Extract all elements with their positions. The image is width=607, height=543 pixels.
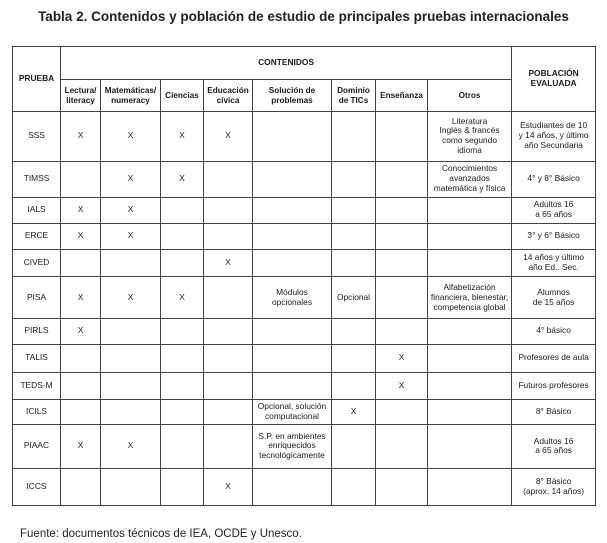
cell-line: 14 años y último	[523, 252, 585, 263]
cell-line: Adultos 16	[533, 435, 574, 446]
table-row	[13, 425, 596, 468]
cell-ciencias	[161, 425, 204, 468]
test-name-cell: IALS	[13, 197, 61, 223]
cell-matematicas	[101, 425, 161, 468]
cell-ciencias	[161, 197, 204, 223]
cell-line: Otros	[458, 90, 481, 100]
cell-otros	[428, 197, 512, 223]
column-header-ensenanza	[376, 80, 428, 112]
cell-solucion-problemas	[253, 249, 332, 277]
cell-solucion-problemas	[253, 197, 332, 223]
check-mark: X	[127, 173, 134, 184]
cell-line: (aprox. 14 años)	[523, 485, 585, 496]
cell-line: tecnológicamente	[259, 450, 325, 461]
cell-matematicas	[101, 372, 161, 400]
test-name-cell: SSS	[13, 112, 61, 162]
cell-educacion-civica	[204, 468, 253, 505]
cell-line: matemática y física	[433, 183, 506, 194]
cell-ensenanza	[376, 277, 428, 318]
cell-educacion-civica	[204, 277, 253, 318]
cell-matematicas	[101, 249, 161, 277]
cell-lectura	[61, 277, 101, 318]
population-cell	[512, 112, 596, 162]
check-mark: X	[179, 291, 185, 302]
column-header-otros	[428, 80, 512, 112]
cell-line: S.P. en ambientes	[258, 430, 326, 441]
cell-otros	[428, 425, 512, 468]
header-poblacion-line-2: EVALUADA	[530, 78, 577, 88]
population-cell	[512, 344, 596, 372]
cell-line: Adultos 16	[533, 199, 574, 210]
cell-educacion-civica	[204, 223, 253, 249]
cell-line: literacy	[66, 95, 95, 105]
cell-dominio-tics	[332, 223, 376, 249]
cell-lectura	[61, 318, 101, 344]
cell-educacion-civica	[204, 112, 253, 162]
cell-line: Profesores de aula	[518, 352, 589, 363]
cell-line: Alfabetización	[443, 281, 496, 292]
cell-dominio-tics	[332, 197, 376, 223]
cell-line: Futuros profesores	[518, 380, 589, 391]
cell-otros	[428, 161, 512, 197]
check-mark: X	[179, 130, 185, 141]
cell-line: a 65 años	[535, 209, 572, 220]
cell-ensenanza	[376, 344, 428, 372]
cell-line: 4° básico	[536, 325, 571, 336]
column-header-matematicas	[101, 80, 161, 112]
cell-line: año Secundaria	[524, 140, 583, 151]
header-contenidos: CONTENIDOS	[61, 47, 512, 80]
cell-dominio-tics	[332, 318, 376, 344]
cell-line: Enseñanza	[380, 90, 423, 100]
check-mark: X	[127, 204, 134, 215]
check-mark: X	[77, 440, 84, 451]
cell-solucion-problemas	[253, 318, 332, 344]
population-cell	[512, 223, 596, 249]
population-cell	[512, 372, 596, 400]
cell-ciencias	[161, 249, 204, 277]
test-name-cell: ICCS	[13, 468, 61, 505]
cell-dominio-tics	[332, 372, 376, 400]
cell-ensenanza	[376, 112, 428, 162]
table-row	[13, 112, 596, 162]
cell-otros	[428, 223, 512, 249]
cell-dominio-tics	[332, 400, 376, 425]
table-row	[13, 277, 596, 318]
cell-line: 4° y 8° Básico	[527, 173, 580, 184]
cell-lectura	[61, 468, 101, 505]
cell-line: Matemáticas/	[104, 85, 157, 95]
check-mark: X	[225, 130, 231, 141]
column-header-dominio-tics	[332, 80, 376, 112]
cell-lectura	[61, 249, 101, 277]
cell-line: a 65 años	[535, 445, 572, 456]
cell-ensenanza	[376, 161, 428, 197]
check-mark: X	[77, 325, 84, 336]
cell-line: Estudiantes de 10	[520, 120, 588, 131]
cell-line: computacional	[264, 411, 319, 422]
population-cell	[512, 468, 596, 505]
cell-line: competencia global	[433, 301, 506, 312]
contents-population-table	[12, 46, 596, 506]
table-row	[13, 400, 596, 425]
cell-line: avanzados	[449, 173, 490, 184]
cell-ciencias	[161, 344, 204, 372]
cell-text: Opcional	[336, 291, 371, 302]
cell-otros	[428, 318, 512, 344]
table-row	[13, 372, 596, 400]
cell-dominio-tics	[332, 425, 376, 468]
table-row	[13, 344, 596, 372]
cell-lectura	[61, 344, 101, 372]
cell-line: opcionales	[271, 296, 313, 307]
cell-line: cívica	[216, 95, 240, 105]
cell-line: 3° y 6° Básico	[527, 230, 580, 241]
column-header-solucion-problemas	[253, 80, 332, 112]
table-row	[13, 223, 596, 249]
cell-solucion-problemas	[253, 372, 332, 400]
cell-line: año Ed.. Sec.	[528, 261, 579, 272]
cell-line: enriquecidos	[268, 440, 316, 451]
cell-solucion-problemas	[253, 223, 332, 249]
cell-matematicas	[101, 112, 161, 162]
population-cell	[512, 161, 596, 197]
column-header-ciencias	[161, 80, 204, 112]
cell-lectura	[61, 425, 101, 468]
cell-line: de 15 años	[532, 296, 575, 307]
cell-otros	[428, 112, 512, 162]
cell-ciencias	[161, 112, 204, 162]
cell-line: idioma	[457, 145, 482, 156]
check-mark: X	[398, 380, 405, 391]
cell-educacion-civica	[204, 318, 253, 344]
cell-matematicas	[101, 277, 161, 318]
cell-otros	[428, 468, 512, 505]
column-header-lectura	[61, 80, 101, 112]
cell-line: Educación	[207, 85, 249, 95]
cell-otros	[428, 400, 512, 425]
cell-dominio-tics	[332, 277, 376, 318]
cell-lectura	[61, 223, 101, 249]
cell-educacion-civica	[204, 344, 253, 372]
check-mark: X	[77, 291, 84, 302]
cell-matematicas	[101, 318, 161, 344]
cell-line: numeracy	[111, 95, 150, 105]
test-name-cell: PIRLS	[13, 318, 61, 344]
test-name-cell: PISA	[13, 277, 61, 318]
cell-ensenanza	[376, 468, 428, 505]
cell-solucion-problemas	[253, 277, 332, 318]
cell-lectura	[61, 112, 101, 162]
population-cell	[512, 425, 596, 468]
table-title: Tabla 2. Contenidos y población de estudio de principales pruebas internacionales	[38, 9, 569, 24]
table-row	[13, 318, 596, 344]
cell-line: Opcional, solución	[257, 401, 327, 412]
cell-matematicas	[101, 468, 161, 505]
cell-line: 8° Básico	[535, 475, 572, 486]
cell-ensenanza	[376, 400, 428, 425]
cell-lectura	[61, 400, 101, 425]
column-header-educacion-civica	[204, 80, 253, 112]
test-name-cell: ICILS	[13, 400, 61, 425]
cell-solucion-problemas	[253, 400, 332, 425]
cell-line: de TICs	[338, 95, 369, 105]
cell-otros	[428, 277, 512, 318]
cell-lectura	[61, 161, 101, 197]
cell-line: Alumnos	[537, 286, 570, 297]
check-mark: X	[77, 230, 84, 241]
cell-lectura	[61, 372, 101, 400]
cell-dominio-tics	[332, 161, 376, 197]
test-name-cell: TIMSS	[13, 161, 61, 197]
population-cell	[512, 197, 596, 223]
test-name-cell: ERCE	[13, 223, 61, 249]
cell-otros	[428, 249, 512, 277]
cell-matematicas	[101, 197, 161, 223]
cell-line: y 14 años, y último	[518, 130, 589, 141]
test-name-cell: TALIS	[13, 344, 61, 372]
cell-line: Inglés & francés	[439, 125, 500, 136]
cell-line: problemas	[271, 95, 313, 105]
cell-line: Módulos	[276, 286, 308, 297]
source-footnote: Fuente: documentos técnicos de IEA, OCDE y Unesco.	[20, 528, 302, 540]
cell-ciencias	[161, 277, 204, 318]
cell-educacion-civica	[204, 249, 253, 277]
cell-otros	[428, 372, 512, 400]
cell-solucion-problemas	[253, 344, 332, 372]
cell-ensenanza	[376, 425, 428, 468]
cell-solucion-problemas	[253, 468, 332, 505]
cell-dominio-tics	[332, 249, 376, 277]
cell-dominio-tics	[332, 344, 376, 372]
check-mark: X	[350, 406, 357, 417]
cell-solucion-problemas	[253, 112, 332, 162]
header-poblacion-line-1: POBLACIÓN	[528, 68, 579, 79]
cell-ciencias	[161, 223, 204, 249]
check-mark: X	[77, 204, 84, 215]
header-prueba: PRUEBA	[13, 47, 61, 112]
cell-otros	[428, 344, 512, 372]
check-mark: X	[127, 291, 134, 302]
check-mark: X	[77, 130, 84, 141]
check-mark: X	[225, 480, 231, 491]
cell-educacion-civica	[204, 372, 253, 400]
cell-ciencias	[161, 161, 204, 197]
cell-line: Ciencias	[165, 90, 199, 100]
cell-matematicas	[101, 344, 161, 372]
population-cell	[512, 318, 596, 344]
cell-ensenanza	[376, 249, 428, 277]
cell-line: 8° Básico	[535, 406, 572, 417]
cell-lectura	[61, 197, 101, 223]
cell-solucion-problemas	[253, 425, 332, 468]
check-mark: X	[127, 130, 134, 141]
cell-line: Lectura/	[64, 85, 97, 95]
cell-line: Conocimientos	[441, 163, 498, 174]
cell-ciencias	[161, 372, 204, 400]
cell-educacion-civica	[204, 425, 253, 468]
cell-ciencias	[161, 400, 204, 425]
cell-dominio-tics	[332, 112, 376, 162]
table-row	[13, 161, 596, 197]
header-poblacion	[512, 47, 596, 112]
population-cell	[512, 249, 596, 277]
table-row	[13, 468, 596, 505]
cell-dominio-tics	[332, 468, 376, 505]
test-name-cell: CIVED	[13, 249, 61, 277]
cell-educacion-civica	[204, 161, 253, 197]
cell-ciencias	[161, 468, 204, 505]
table-row	[13, 249, 596, 277]
cell-line: Literatura	[451, 115, 488, 126]
cell-line: Solución de	[268, 85, 316, 95]
cell-ensenanza	[376, 372, 428, 400]
cell-educacion-civica	[204, 197, 253, 223]
cell-line: Dominio	[337, 85, 370, 95]
cell-line: como segundo	[442, 135, 498, 146]
table-row	[13, 197, 596, 223]
cell-line: financiera, bienestar,	[430, 291, 509, 302]
cell-ciencias	[161, 318, 204, 344]
cell-matematicas	[101, 400, 161, 425]
cell-educacion-civica	[204, 400, 253, 425]
cell-ensenanza	[376, 318, 428, 344]
cell-matematicas	[101, 161, 161, 197]
cell-solucion-problemas	[253, 161, 332, 197]
check-mark: X	[127, 440, 134, 451]
check-mark: X	[179, 173, 185, 184]
check-mark: X	[225, 257, 231, 267]
check-mark: X	[398, 352, 405, 363]
cell-ensenanza	[376, 197, 428, 223]
cell-matematicas	[101, 223, 161, 249]
cell-ensenanza	[376, 223, 428, 249]
population-cell	[512, 400, 596, 425]
test-name-cell: TEDS-M	[13, 372, 61, 400]
check-mark: X	[127, 230, 134, 241]
population-cell	[512, 277, 596, 318]
test-name-cell: PIAAC	[13, 425, 61, 468]
